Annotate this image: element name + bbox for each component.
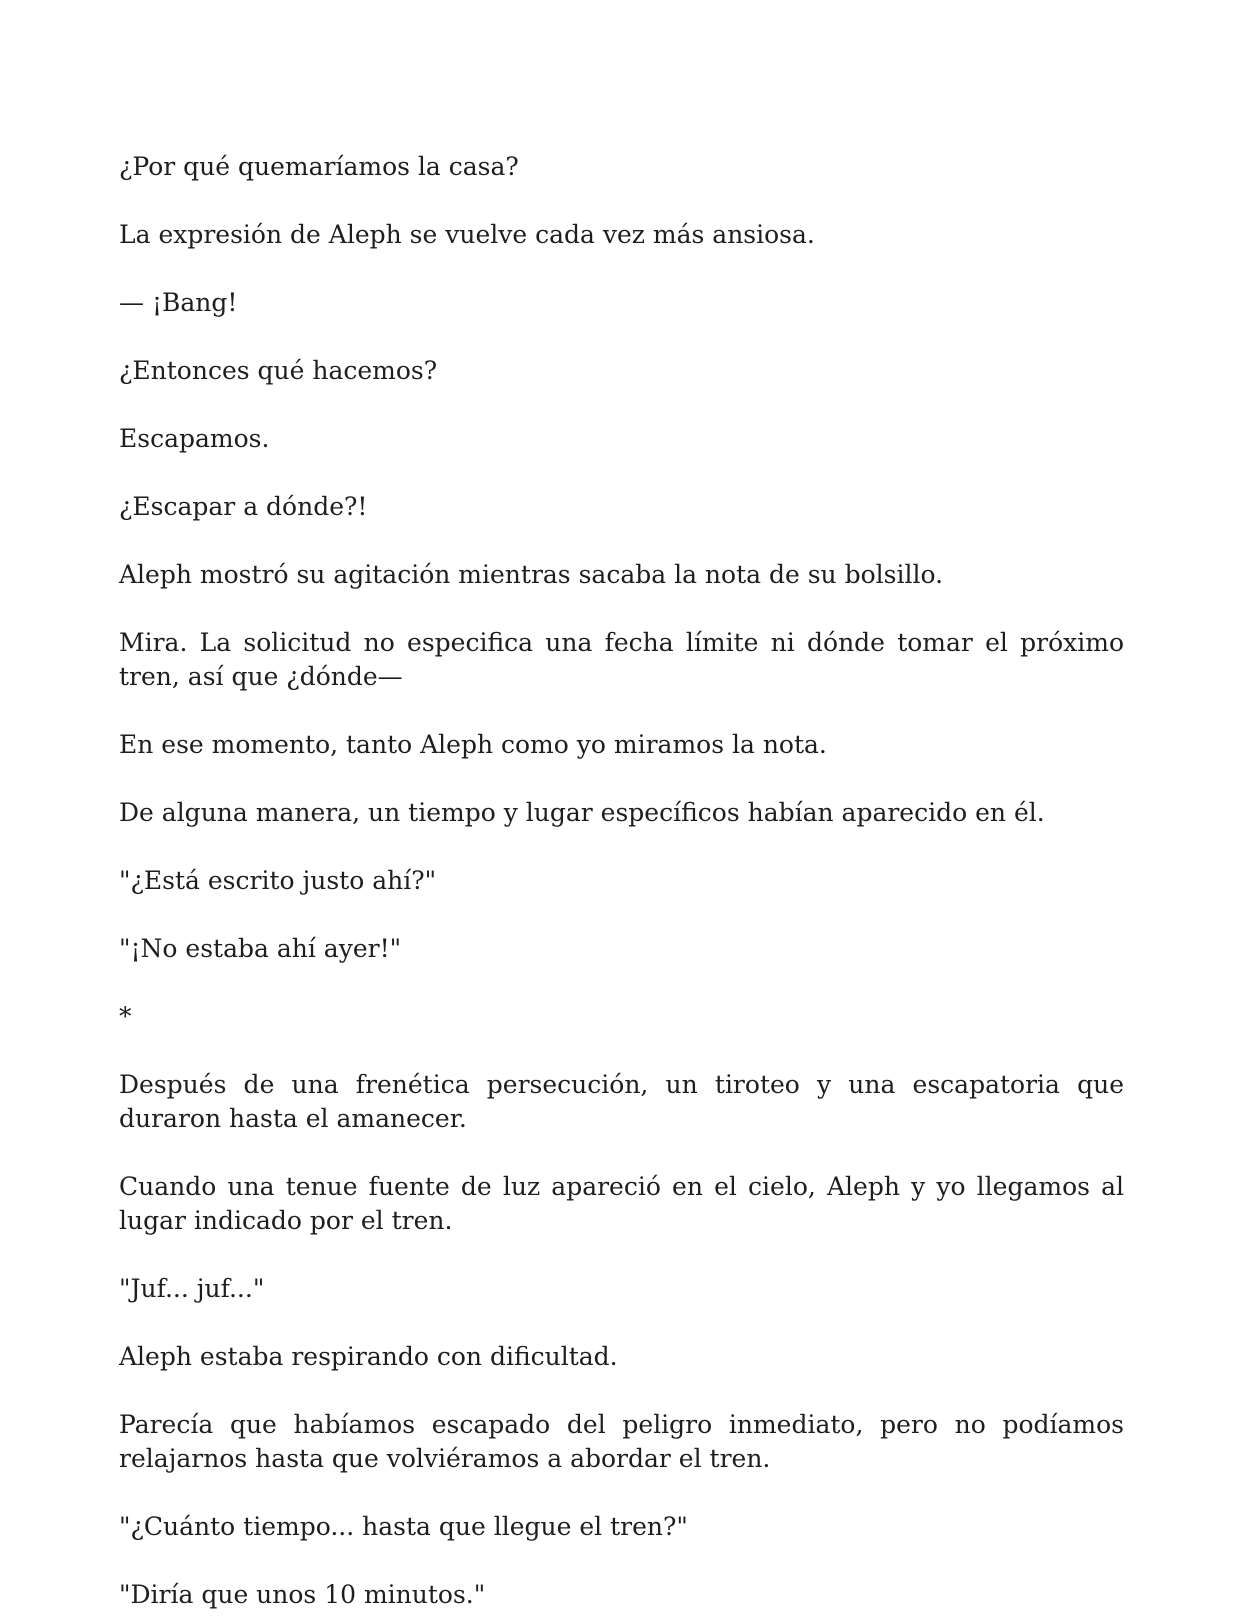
paragraph-20: "Diría que unos 10 minutos." — [119, 1580, 486, 1609]
paragraph-17: Aleph estaba respirando con dificultad. — [119, 1342, 618, 1371]
paragraph-18: Parecía que habíamos escapado del peligro inmediato, pero no podíamos relajarnos hasta que volviéramos a abordar el tren. — [119, 1410, 1124, 1473]
paragraph-19: "¿Cuánto tiempo... hasta que llegue el tren?" — [119, 1512, 688, 1541]
paragraph-10: De alguna manera, un tiempo y lugar específicos habían aparecido en él. — [119, 798, 1045, 827]
paragraph-15: Cuando una tenue fuente de luz apareció en el cielo, Aleph y yo llegamos al lugar indicado por el tren. — [119, 1172, 1124, 1235]
page-body — [119, 150, 1124, 1617]
paragraph-4: ¿Entonces qué hacemos? — [119, 356, 438, 385]
paragraph-6: ¿Escapar a dónde?! — [119, 492, 368, 521]
paragraph-8: Mira. La solicitud no especifica una fecha límite ni dónde tomar el próximo tren, así que ¿dónde— — [119, 628, 1124, 691]
paragraph-16: "Juf... juf..." — [119, 1274, 265, 1303]
scene-break: * — [119, 1002, 132, 1031]
paragraph-9: En ese momento, tanto Aleph como yo miramos la nota. — [119, 730, 827, 759]
paragraph-12: "¡No estaba ahí ayer!" — [119, 934, 402, 963]
paragraph-1: ¿Por qué quemaríamos la casa? — [119, 152, 519, 181]
paragraph-14: Después de una frenética persecución, un tiroteo y una escapatoria que duraron hasta el amanecer. — [119, 1070, 1124, 1133]
paragraph-5: Escapamos. — [119, 424, 270, 453]
paragraph-3: — ¡Bang! — [119, 288, 238, 317]
paragraph-2: La expresión de Aleph se vuelve cada vez más ansiosa. — [119, 220, 815, 249]
paragraph-7: Aleph mostró su agitación mientras sacaba la nota de su bolsillo. — [119, 560, 944, 589]
paragraph-11: "¿Está escrito justo ahí?" — [119, 866, 437, 895]
